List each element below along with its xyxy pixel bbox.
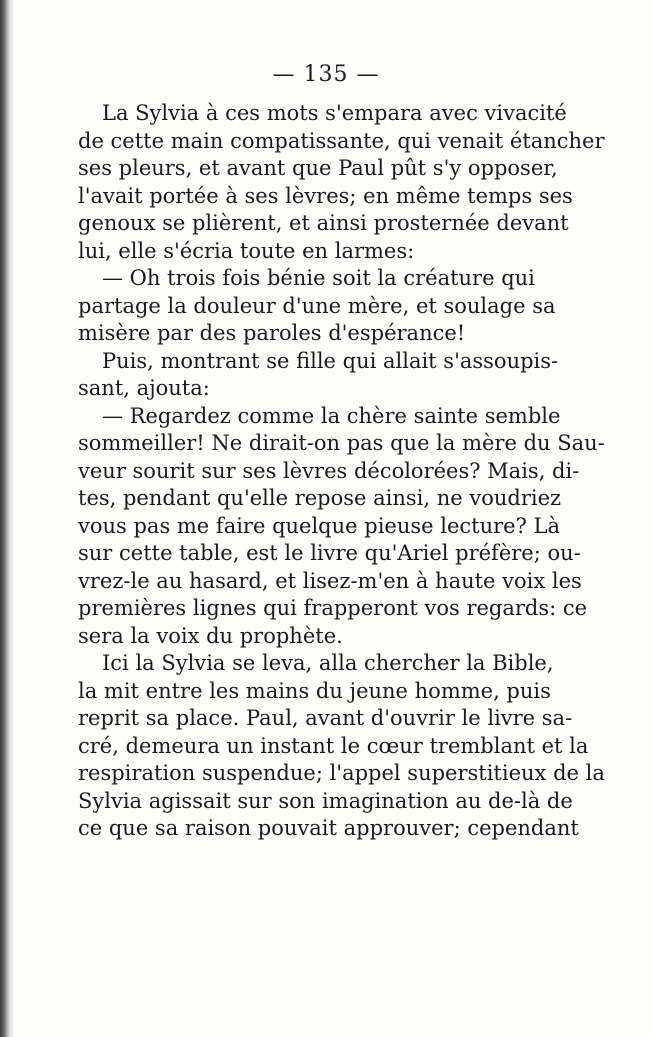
text-line: vrez-le au hasard, et lisez-m'en à haute voix les (78, 568, 582, 593)
text-line: — Regardez comme la chère sainte semble (102, 403, 561, 428)
text-line: cré, demeura un instant le cœur tremblant et la (78, 733, 589, 758)
text-line: Ici la Sylvia se leva, alla chercher la Bible, (102, 651, 554, 675)
text-line: lui, elle s'écria toute en larmes: (78, 238, 415, 263)
text-line: veur sourit sur ses lèvres décolorées? Mais, di- (78, 458, 580, 483)
page-binding-edge (0, 0, 14, 1037)
text-line: Puis, montrant se fille qui allait s'assoupis- (102, 348, 559, 373)
text-line: tes, pendant qu'elle repose ainsi, ne voudriez (78, 486, 562, 510)
text-line: reprit sa place. Paul, avant d'ouvrir le livre sa- (78, 706, 573, 730)
text-line: de cette main compatissante, qui venait étancher (78, 128, 605, 153)
text-line: la mit entre les mains du jeune homme, puis (78, 678, 551, 703)
text-line: genoux se plièrent, et ainsi prosternée devant (78, 211, 569, 235)
text-line: premières lignes qui frapperont vos regards: ce (78, 596, 588, 620)
text-line: misère par des paroles d'espérance! (78, 321, 466, 345)
text-line: sera la voix du prophète. (78, 623, 343, 648)
body-text (78, 100, 605, 843)
text-line: ses pleurs, et avant que Paul pût s'y opposer, (78, 156, 558, 180)
text-line: sur cette table, est le livre qu'Ariel préfère; ou- (78, 541, 581, 565)
text-line: Sylvia agissait sur son imagination au de-là de (78, 788, 573, 813)
text-line: respiration suspendue; l'appel superstitieux de la (78, 761, 605, 785)
text-line: ce que sa raison pouvait approuver; cependant (78, 816, 579, 840)
text-line: partage la douleur d'une mère, et soulage sa (78, 293, 556, 318)
text-line: vous pas me faire quelque pieuse lecture? Là (78, 513, 560, 538)
text-line: sommeiller! Ne dirait-on pas que la mère du Sau- (78, 431, 605, 455)
text-line: sant, ajouta: (78, 376, 210, 400)
text-line: l'avait portée à ses lèvres; en même temps ses (78, 183, 573, 208)
text-line: — Oh trois fois bénie soit la créature qui (102, 266, 535, 290)
text-line: La Sylvia à ces mots s'empara avec vivacité (102, 101, 567, 125)
page-number: — 135 — (272, 62, 380, 87)
